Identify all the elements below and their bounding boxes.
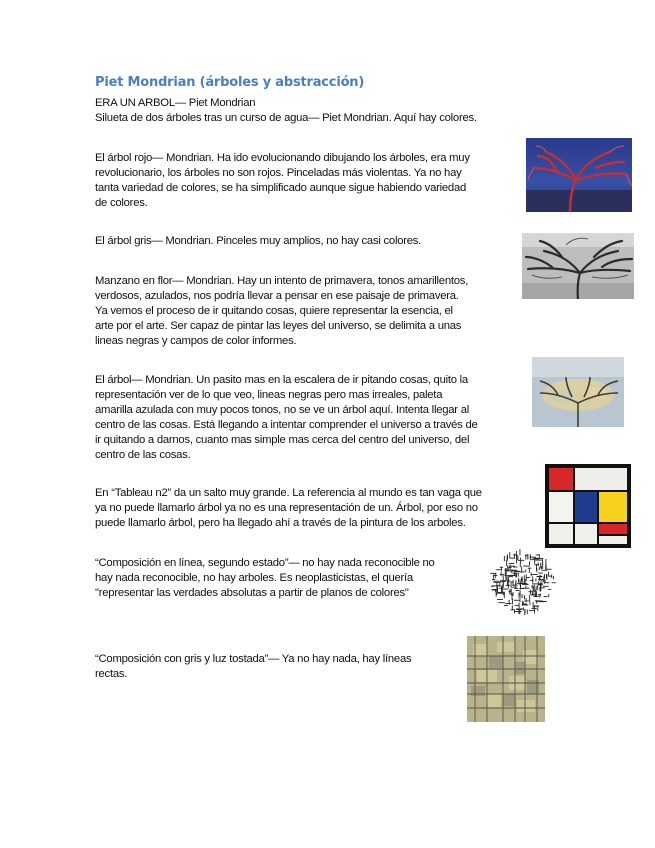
paragraph-tableau-n2: [95, 486, 482, 531]
text-line: arte por el arte. Ser capaz de pintar las leyes del universo, se delimita a unas: [95, 320, 462, 332]
paragraph-arbol-rojo: [95, 151, 470, 211]
paragraph-composicion-en-linea: [95, 556, 435, 601]
text-line: “Composición en línea, segundo estado”— no hay nada reconocible no: [95, 557, 435, 569]
flowering-apple-tree-painting: [532, 357, 624, 427]
text-line: Ya vemos el proceso de ir quitando cosas, quiere representar la esencia, el: [95, 305, 453, 317]
text-line: El árbol rojo— Mondrian. Ha ido evolucionando dibujando los árboles, era muy: [95, 152, 470, 164]
text-line: "representar las verdades absolutas a partir de planos de colores": [95, 587, 409, 599]
text-line: revolucionario, los árboles no son rojos. Pinceladas más violentas. Ya no hay: [95, 167, 462, 179]
document-title: Piet Mondrian (árboles y abstracción): [95, 75, 365, 90]
tableau-n2-painting: [545, 464, 631, 548]
text-line: ya no puede llamarlo árbol ya no es una representación de un. Árbol, por eso no: [95, 502, 478, 514]
composition-in-line-painting: [488, 548, 558, 616]
text-line: de colores.: [95, 197, 148, 209]
text-line: Manzano en flor— Mondrian. Hay un intento de primavera, tonos amarillentos,: [95, 275, 469, 287]
composition-grey-light-brown-painting: [467, 636, 545, 722]
text-line: ir quitando a darnos, cuanto mas simple mas cerca del centro del universo, del: [95, 434, 470, 446]
text-line: lineas negras y campos de color informes.: [95, 335, 297, 347]
text-line: puede llamarlo árbol, pero ha llegado ahí a través de la pintura de los arboles.: [95, 517, 466, 529]
intro-line: Silueta de dos árboles tras un curso de agua— Piet Mondrian. Aquí hay colores.: [95, 112, 477, 124]
grey-tree-painting: [522, 233, 634, 299]
text-line: tanta variedad de colores, se ha simplificado aunque sigue habiendo variedad: [95, 182, 467, 194]
text-line: hay nada reconocible, no hay arboles. Es neoplasticistas, el quería: [95, 572, 413, 584]
text-line: representación ver de lo que veo, lineas negras pero mas irreales, paleta: [95, 389, 443, 401]
paragraph-manzano-en-flor: [95, 274, 468, 349]
text-line: “Composición con gris y luz tostada”— Ya no hay nada, hay líneas: [95, 653, 412, 665]
text-line: amarilla azulada con muy pocos tonos, no se ve un árbol aquí. Intenta llegar al: [95, 404, 469, 416]
paragraph-el-arbol: [95, 373, 478, 463]
intro-line: ERA UN ARBOL— Piet Mondrian: [95, 97, 256, 109]
text-line: El árbol gris— Mondrian. Pinceles muy amplios, no hay casi colores.: [95, 235, 422, 247]
text-line: rectas.: [95, 668, 128, 680]
text-line: En “Tableau n2” da un salto muy grande. La referencia al mundo es tan vaga que: [95, 487, 482, 499]
red-tree-painting: [526, 138, 632, 212]
intro-paragraph: [95, 96, 477, 126]
paragraph-arbol-gris: [95, 234, 421, 249]
text-line: centro de las cosas.: [95, 449, 191, 461]
text-line: centro de las cosas. Está llegando a intentar comprender el universo a través de: [95, 419, 478, 431]
paragraph-composicion-gris: [95, 652, 411, 682]
text-line: verdosos, azulados, nos podría llevar a pensar en ese paisaje de primavera.: [95, 290, 459, 302]
text-line: El árbol— Mondrian. Un pasito mas en la escalera de ir pitando cosas, quito la: [95, 374, 468, 386]
